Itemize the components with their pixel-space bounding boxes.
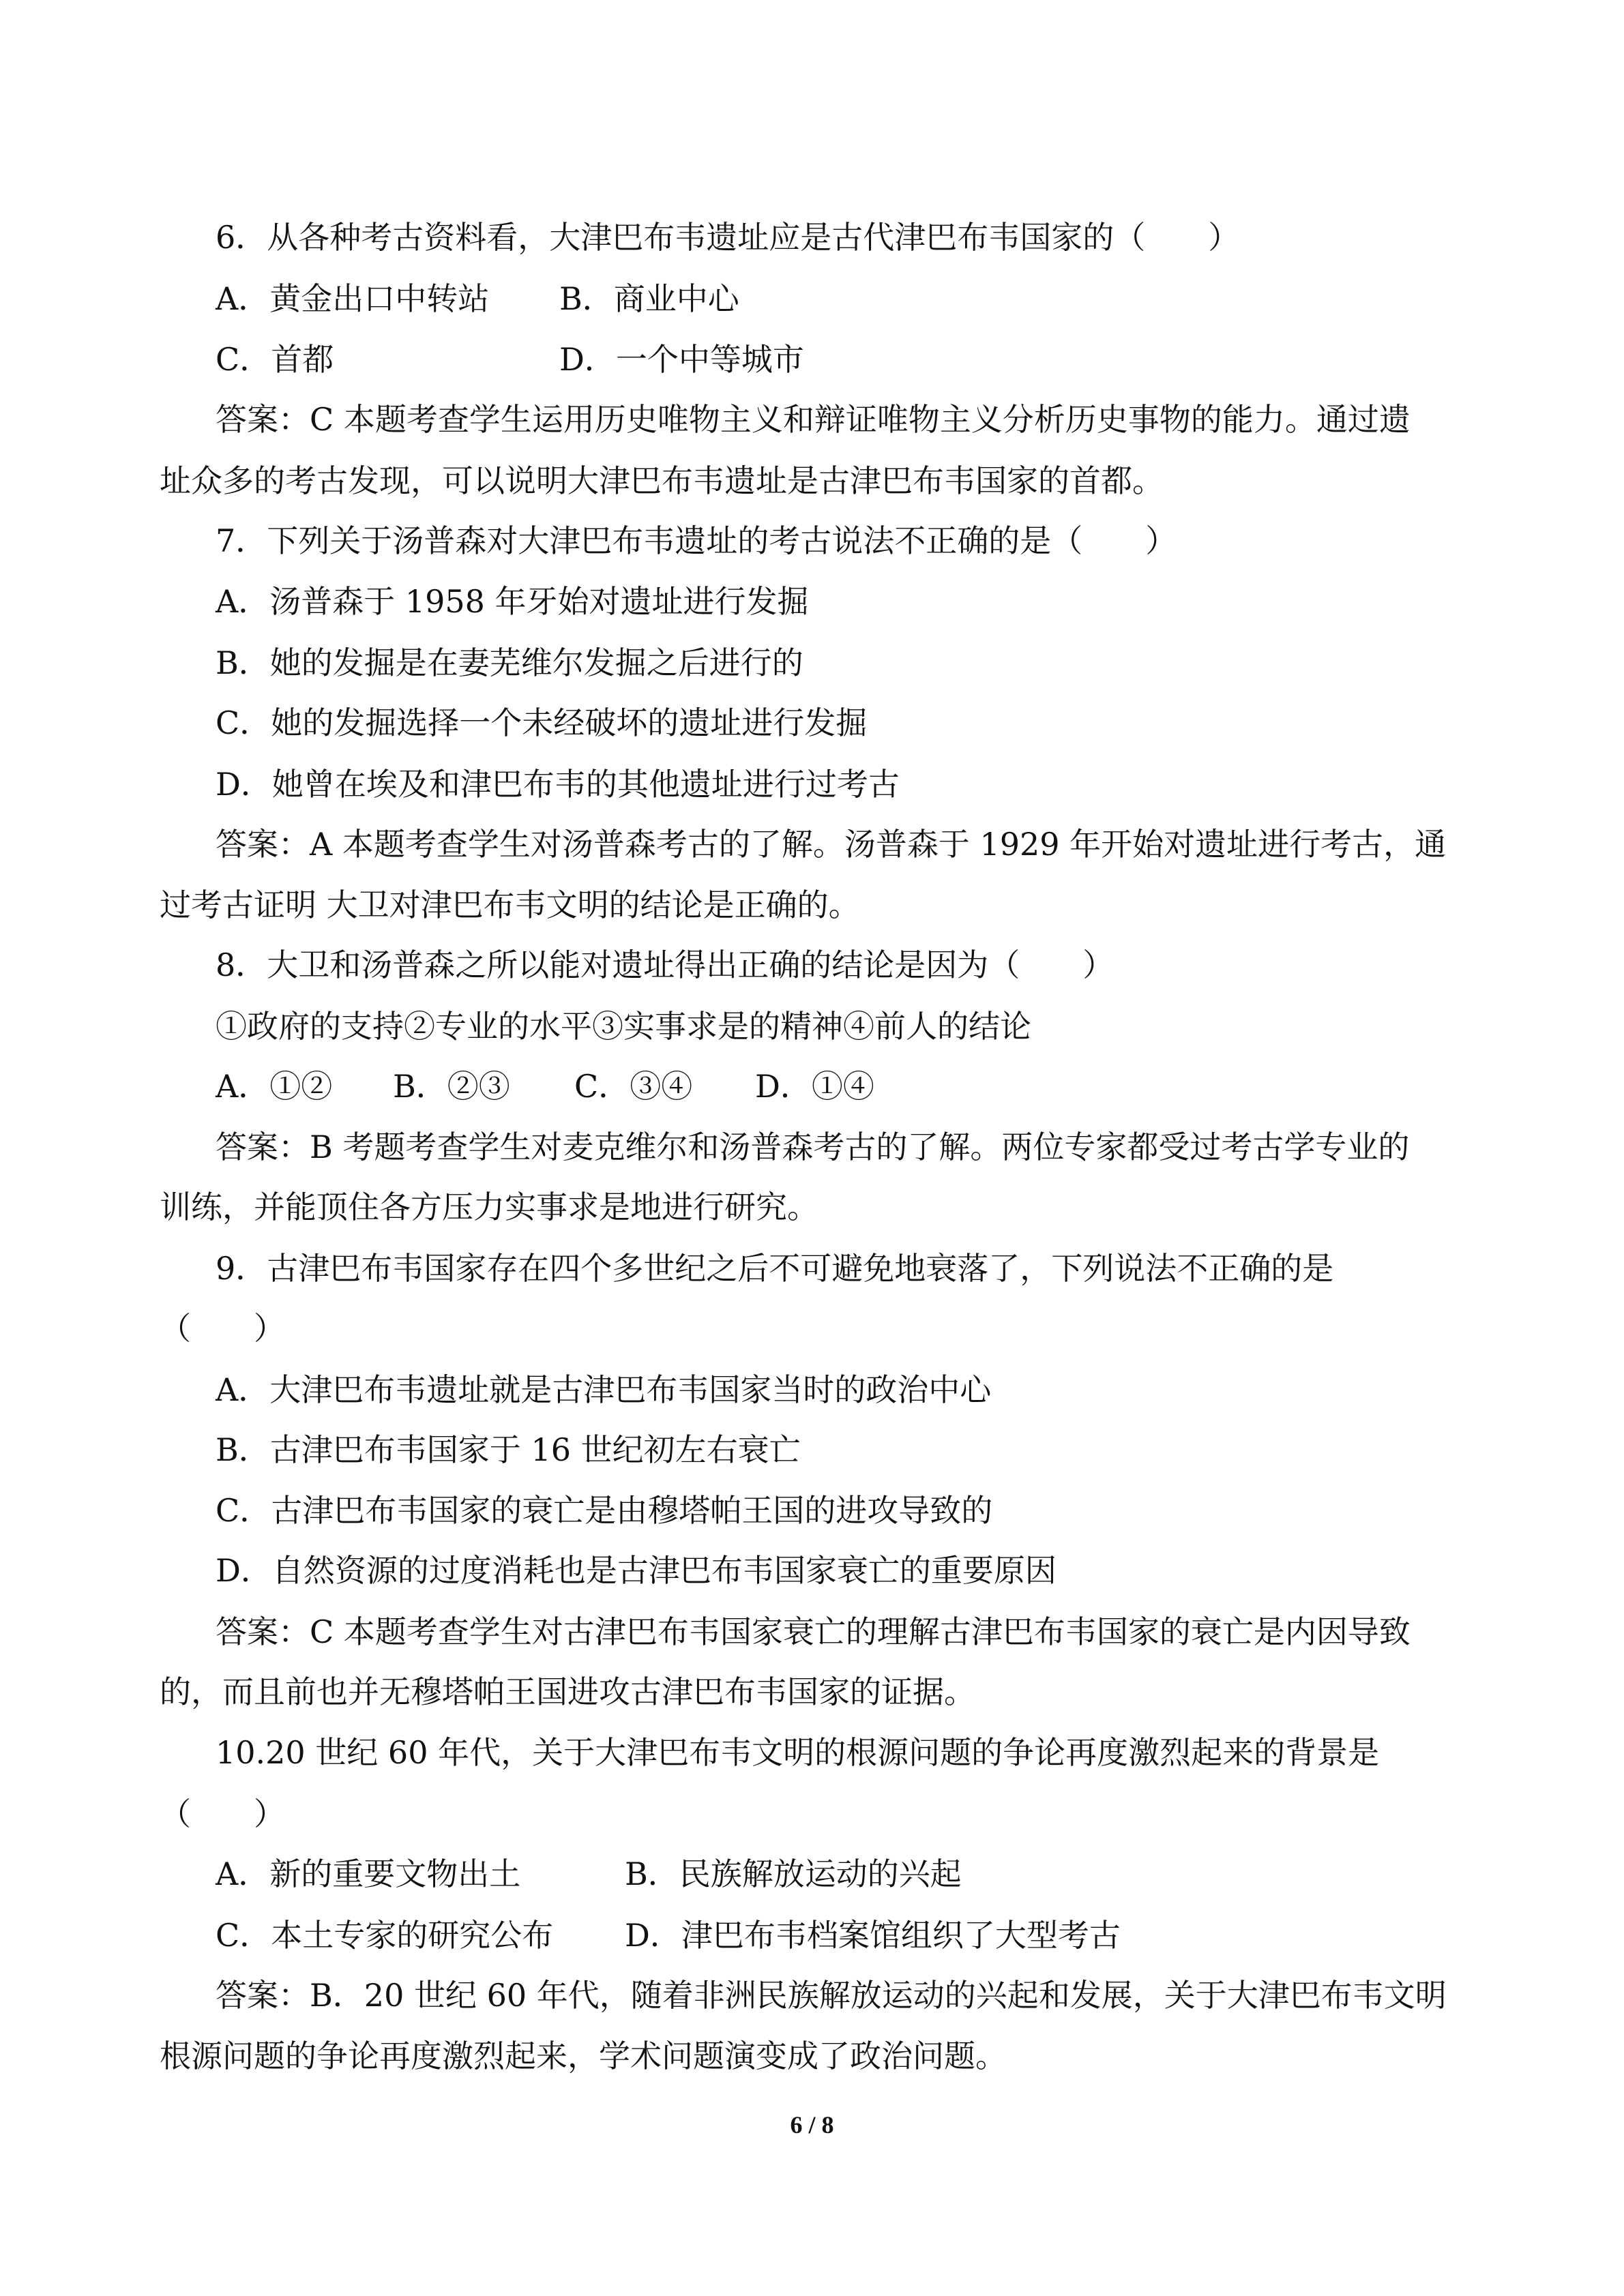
question-7-option-a: A．汤普森于 1958 年牙始对遗址进行发掘 — [216, 583, 809, 620]
question-6-option-a: A．黄金出口中转站 — [216, 280, 490, 317]
question-10-stem-line-2: （ ） — [160, 1795, 285, 1832]
question-7-option-d: D．她曾在埃及和津巴布韦的其他遗址进行过考古 — [216, 766, 900, 803]
question-10-stem-line-1: 10.20 世纪 60 年代，关于大津巴布韦文明的根源问题的争论再度激烈起来的背景是 — [216, 1734, 1380, 1771]
question-7-option-c: C．她的发掘选择一个未经破坏的遗址进行发掘 — [216, 704, 868, 741]
question-10-option-d: D．津巴布韦档案馆组织了大型考古 — [625, 1917, 1121, 1954]
question-7-answer-line-1: 答案：A 本题考查学生对汤普森考古的了解。汤普森于 1929 年开始对遗址进行考古，通 — [216, 826, 1447, 863]
question-9-answer-line-1: 答案：C 本题考查学生对古津巴布韦国家衰亡的理解古津巴布韦国家的衰亡是内因导致 — [216, 1613, 1411, 1650]
question-8-answer-line-1: 答案：B 考题考查学生对麦克维尔和汤普森考古的了解。两位专家都受过考古学专业的 — [216, 1129, 1410, 1165]
question-10-option-c: C．本土专家的研究公布 — [216, 1917, 554, 1954]
question-6-answer-line-2: 址众多的考古发现，可以说明大津巴布韦遗址是古津巴布韦国家的首都。 — [160, 462, 1164, 499]
question-8-answer-line-2: 训练，并能顶住各方压力实事求是地进行研究。 — [160, 1189, 818, 1225]
question-7-answer-line-2: 过考古证明 大卫对津巴布韦文明的结论是正确的。 — [160, 886, 860, 923]
question-6-stem: 6．从各种考古资料看，大津巴布韦遗址应是古代津巴布韦国家的（ ） — [216, 219, 1240, 256]
question-6-option-b: B．商业中心 — [559, 280, 739, 317]
question-10-option-b: B．民族解放运动的兴起 — [625, 1855, 962, 1892]
question-8-option-a: A．①② — [216, 1068, 333, 1105]
question-6-answer-line-1: 答案：C 本题考查学生运用历史唯物主义和辩证唯物主义分析历史事物的能力。通过遗 — [216, 401, 1411, 438]
question-9-option-a: A．大津巴布韦遗址就是古津巴布韦国家当时的政治中心 — [216, 1371, 992, 1408]
page-number: 6 / 8 — [790, 2111, 834, 2138]
question-7-stem: 7．下列关于汤普森对大津巴布韦遗址的考古说法不正确的是（ ） — [216, 522, 1177, 559]
question-9-option-c: C．古津巴布韦国家的衰亡是由穆塔帕王国的进攻导致的 — [216, 1492, 993, 1529]
question-9-answer-line-2: 的，而且前也并无穆塔帕王国进攻古津巴布韦国家的证据。 — [160, 1673, 975, 1710]
question-10-option-a: A．新的重要文物出土 — [216, 1855, 521, 1892]
question-10-answer-line-2: 根源问题的争论再度激烈起来，学术问题演变成了政治问题。 — [160, 2038, 1007, 2074]
question-8-option-b: B．②③ — [393, 1068, 510, 1105]
question-9-option-d: D．自然资源的过度消耗也是古津巴布韦国家衰亡的重要原因 — [216, 1552, 1057, 1589]
question-7-option-b: B．她的发掘是在妻芜维尔发掘之后进行的 — [216, 644, 803, 681]
question-9-stem-line-2: （ ） — [160, 1310, 285, 1347]
question-9-option-b: B．古津巴布韦国家于 16 世纪初左右衰亡 — [216, 1431, 801, 1468]
question-9-stem-line-1: 9．古津巴布韦国家存在四个多世纪之后不可避免地衰落了，下列说法不正确的是 — [216, 1250, 1334, 1287]
question-8-stem: 8．大卫和汤普森之所以能对遗址得出正确的结论是因为（ ） — [216, 946, 1114, 983]
question-10-answer-line-1: 答案：B．20 世纪 60 年代，随着非洲民族解放运动的兴起和发展，关于大津巴布韦文明 — [216, 1977, 1447, 2014]
question-6-option-c: C．首都 — [216, 341, 334, 378]
question-8-option-d: D．①④ — [755, 1068, 874, 1105]
question-8-option-c: C．③④ — [574, 1068, 693, 1105]
question-6-option-d: D．一个中等城市 — [559, 341, 804, 378]
question-8-items: ①政府的支持②专业的水平③实事求是的精神④前人的结论 — [216, 1008, 1031, 1045]
